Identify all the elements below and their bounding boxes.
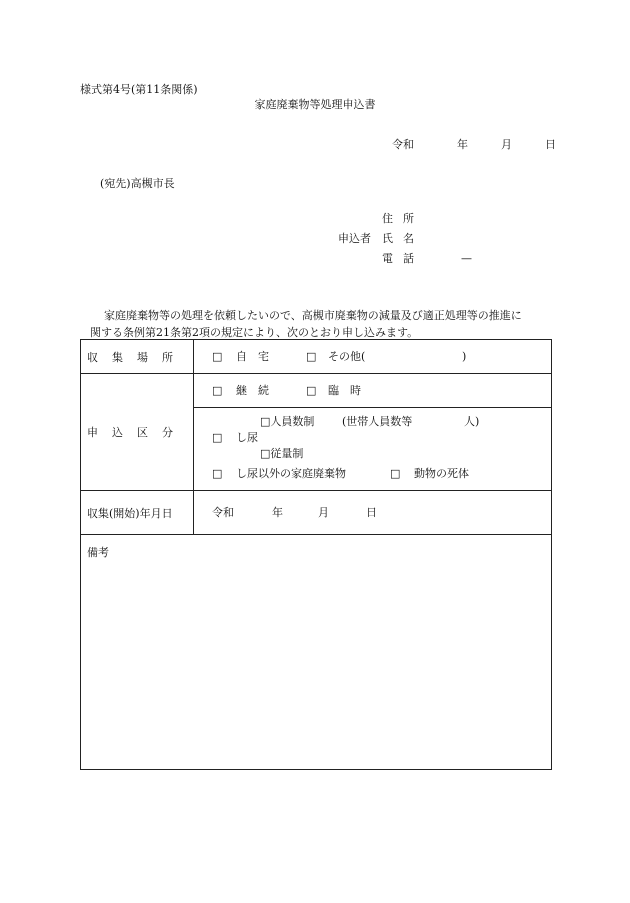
date-era: 令和 <box>392 138 414 151</box>
night-soil-checkbox[interactable]: □ <box>212 431 223 444</box>
continuous-checkbox[interactable]: □ <box>212 384 223 397</box>
intro-line-2: 関する条例第21条第2項の規定により、次のとおり申し込みます。 <box>90 326 419 339</box>
phone-label: 電話 <box>382 252 424 265</box>
category-label: 申込区分 <box>87 426 187 439</box>
remarks-label: 備考 <box>87 546 109 559</box>
animal-carcass-label: 動物の死体 <box>414 467 469 480</box>
start-date-day: 日 <box>366 506 377 519</box>
temporary-label: 臨 時 <box>328 384 361 397</box>
temporary-checkbox[interactable]: □ <box>306 384 317 397</box>
application-form-table <box>80 339 552 770</box>
application-date <box>392 139 556 150</box>
intro-text <box>90 307 560 341</box>
volume-based-option[interactable]: □従量制 <box>260 447 304 460</box>
name-label: 氏名 <box>382 232 424 245</box>
other-waste-label: し尿以外の家庭廃棄物 <box>236 467 346 480</box>
household-count-unit: 人) <box>464 415 480 428</box>
location-home-label: 自 宅 <box>236 350 269 363</box>
address-label: 住所 <box>382 212 424 225</box>
date-day: 日 <box>545 138 556 151</box>
page-title: 家庭廃棄物等処理申込書 <box>254 98 376 111</box>
intro-line-1: 家庭廃棄物等の処理を依頼したいので、高槻市廃棄物の減量及び適正処理等の推進に <box>104 309 522 322</box>
location-home-checkbox[interactable]: □ <box>212 350 223 363</box>
continuous-label: 継 続 <box>236 384 269 397</box>
start-date-label: 収集(開始)年月日 <box>87 506 173 520</box>
remarks-field[interactable] <box>81 535 552 770</box>
animal-carcass-checkbox[interactable]: □ <box>390 467 401 480</box>
form-number: 様式第4号(第11条関係) <box>80 83 198 96</box>
other-waste-checkbox[interactable]: □ <box>212 467 223 480</box>
location-other-close: ) <box>462 350 467 363</box>
location-other-checkbox[interactable]: □ <box>306 350 317 363</box>
location-label: 収集場所 <box>87 350 187 364</box>
phone-dash: — <box>461 252 472 265</box>
applicant-role-label: 申込者 <box>338 232 371 245</box>
addressee: (宛先)高槻市長 <box>100 177 175 190</box>
night-soil-label: し尿 <box>236 431 258 444</box>
applicant-block <box>338 213 472 273</box>
date-month: 月 <box>501 138 512 151</box>
start-date-year: 年 <box>272 506 283 519</box>
date-year: 年 <box>457 138 468 151</box>
start-date-month: 月 <box>318 506 329 519</box>
location-other-label: その他( <box>328 350 366 363</box>
start-date-era: 令和 <box>212 506 234 519</box>
persons-based-option[interactable]: □人員数制 <box>260 415 315 428</box>
household-count-label: (世帯人員数等 <box>342 415 413 428</box>
